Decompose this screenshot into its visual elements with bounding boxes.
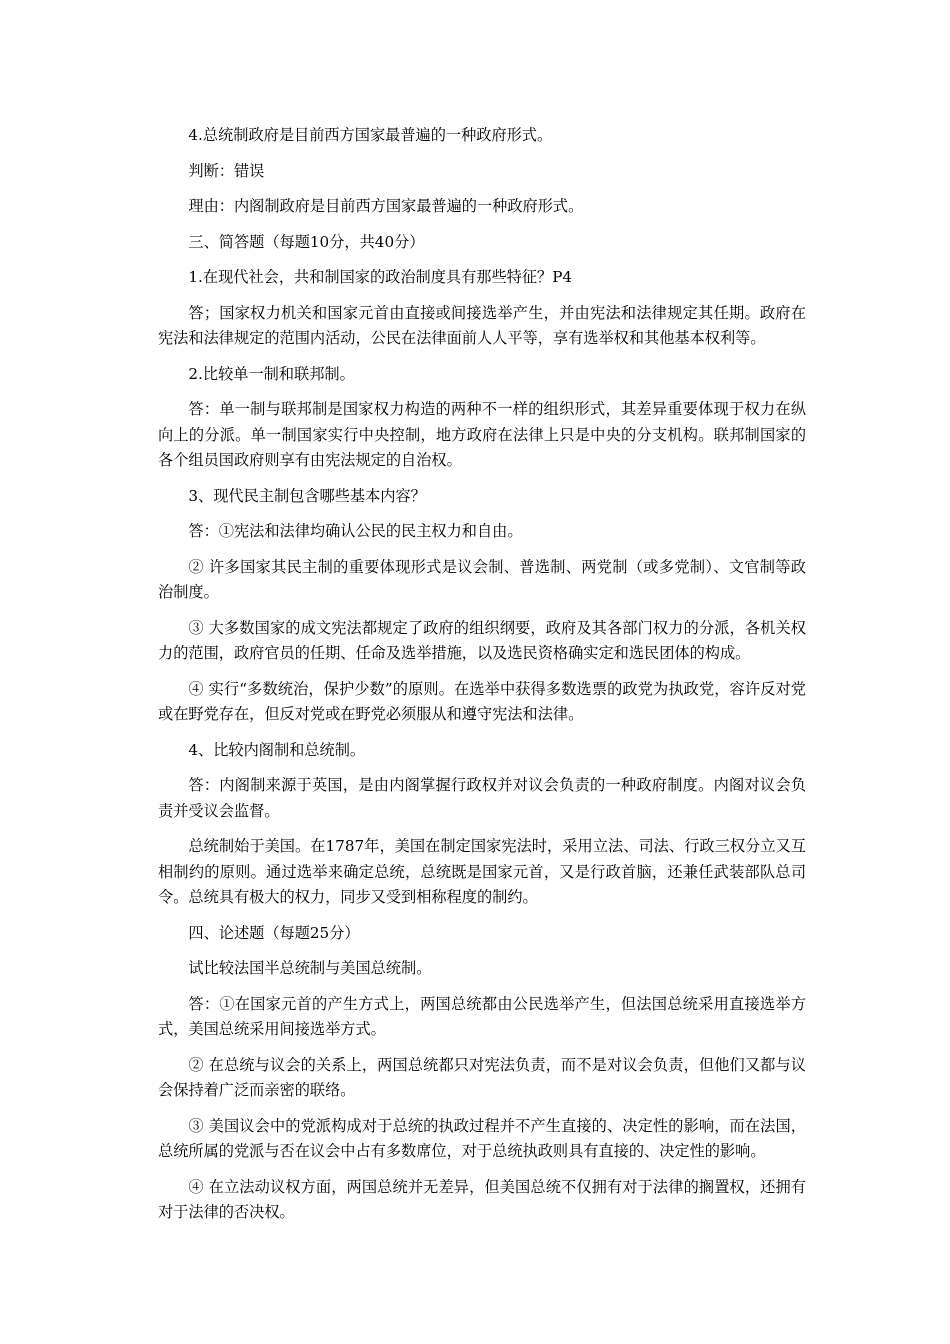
question-2: 2.比较单一制和联邦制。: [188, 364, 355, 383]
answer-4-part-1: 答：内阁制来源于英国，是由内阁掌握行政权并对议会负责的一种政府制度。内阁对议会负责并受议会监督。: [158, 776, 806, 820]
paragraph-true-false-question: 4.总统制政府是目前西方国家最普遍的一种政府形式。: [188, 126, 553, 144]
question-4: 4、比较内阁制和总统制。: [188, 740, 366, 759]
document-body: [158, 123, 806, 1236]
section-heading-essay: 四、论述题（每题25分）: [188, 923, 360, 942]
answer-1: 答；国家权力机关和国家元首由直接或间接选举产生，并由宪法和法律规定其任期。政府在宪法和法律规定的范围内活动，公民在法律面前人人平等，享有选举权和其他基本权利等。: [158, 303, 806, 347]
question-1: 1.在现代社会，共和制国家的政治制度具有那些特征？P4: [188, 268, 573, 286]
essay-answer-point-1: 答：①在国家元首的产生方式上，两国总统都由公民选举产生，但法国总统采用直接选举方式，美国总统采用间接选举方式。: [158, 994, 806, 1038]
answer-3-point-4: ④ 实行“多数统治，保护少数”的原则。在选举中获得多数选票的政党为执政党，容许反对党或在野党存在，但反对党或在野党必须服从和遵守宪法和法律。: [158, 679, 806, 723]
answer-2: 答：单一制与联邦制是国家权力构造的两种不一样的组织形式，其差异重要体现于权力在纵向上的分派。单一制国家实行中央控制，地方政府在法律上只是中央的分支机构。联邦制国家的各个组员国政府则享有由宪法规定的自治权。: [158, 400, 806, 469]
essay-answer-point-4: ④ 在立法动议权方面，两国总统并无差异，但美国总统不仅拥有对于法律的搁置权，还拥有对于法律的否决权。: [158, 1177, 806, 1221]
essay-answer-point-3: ③ 美国议会中的党派构成对于总统的执政过程并不产生直接的、决定性的影响，而在法国，总统所属的党派与否在议会中占有多数席位，对于总统执政则具有直接的、决定性的影响。: [158, 1116, 806, 1160]
essay-answer-point-2: ② 在总统与议会的关系上，两国总统都只对宪法负责，而不是对议会负责，但他们又都与议会保持着广泛而亲密的联络。: [158, 1055, 806, 1099]
answer-3-point-3: ③ 大多数国家的成文宪法都规定了政府的组织纲要，政府及其各部门权力的分派，各机关权力的范围，政府官员的任期、任命及选举措施，以及选民资格确实定和选民团体的构成。: [158, 618, 806, 662]
paragraph-reason: 理由：内阁制政府是目前西方国家最普遍的一种政府形式。: [188, 197, 584, 215]
section-heading-short-answer: 三、简答题（每题10分，共40分）: [188, 232, 425, 251]
answer-3-point-1: 答：①宪法和法律均确认公民的民主权力和自由。: [188, 522, 523, 540]
answer-3-point-2: ② 许多国家其民主制的重要体现形式是议会制、普选制、两党制（或多党制）、文官制等政治制度。: [158, 557, 806, 601]
essay-question: 试比较法国半总统制与美国总统制。: [188, 959, 432, 977]
question-3: 3、现代民主制包含哪些基本内容？: [188, 486, 426, 505]
answer-4-part-2: 总统制始于美国。在1787年，美国在制定国家宪法时，采用立法、司法、行政三权分立又互相制约的原则。通过选举来确定总统，总统既是国家元首，又是行政首脑，还兼任武装部队总司令。总统具有极大的权力，同步又受到相称程度的制约。: [158, 837, 806, 906]
paragraph-judgement: 判断：错误: [188, 161, 265, 180]
